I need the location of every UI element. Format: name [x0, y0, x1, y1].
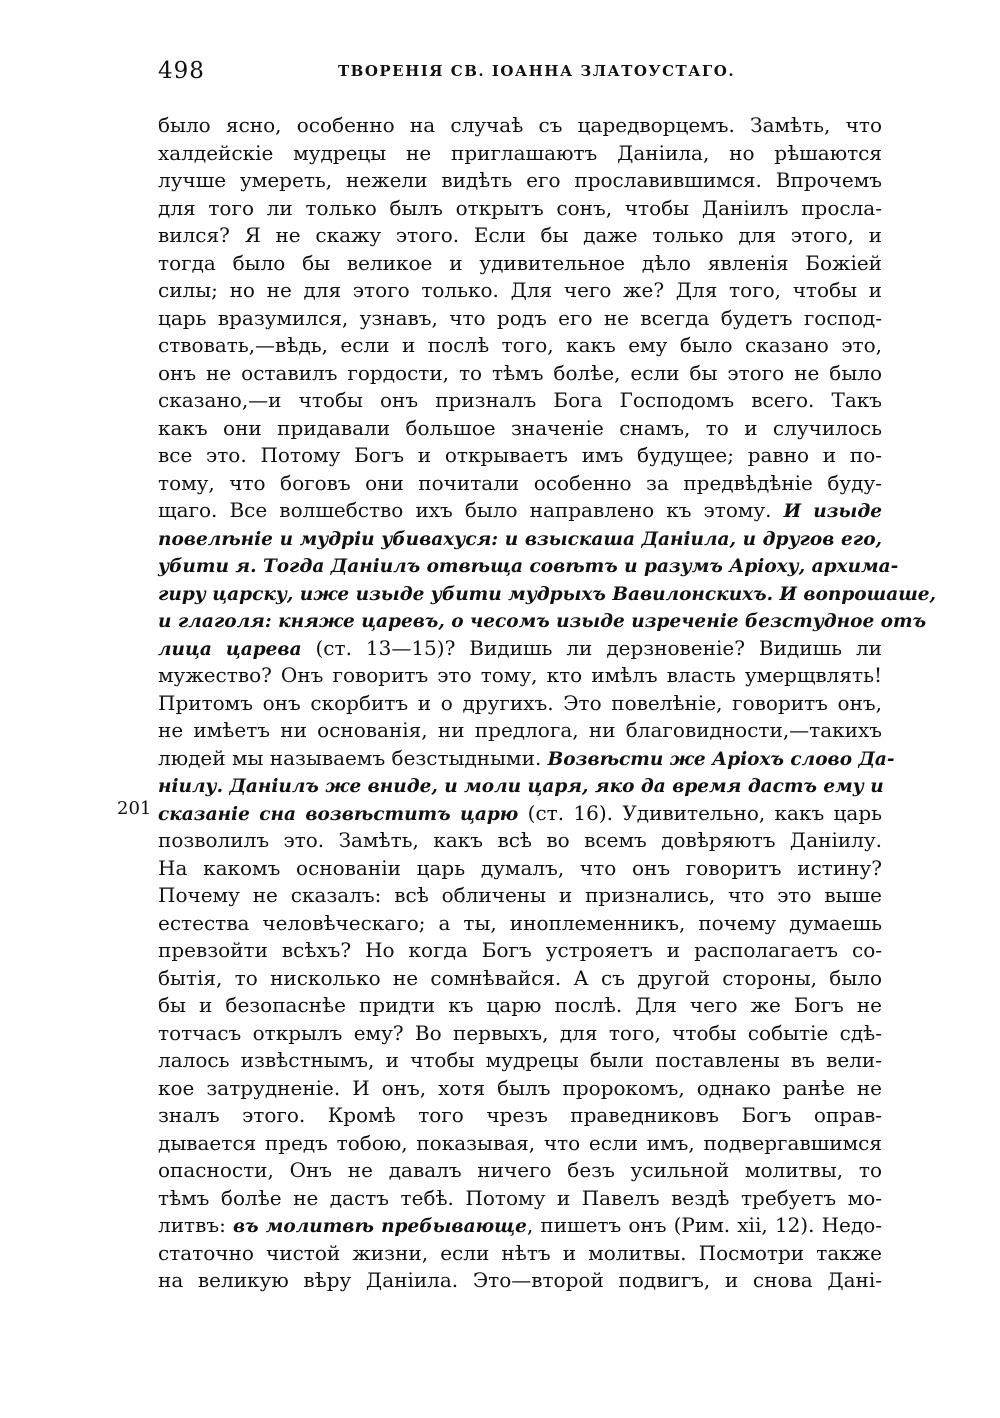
text-line: литвъ: въ молитвѣ пребывающе, пишетъ онъ (Рим. xii, 12). Недо-: [158, 1213, 882, 1237]
text-line: лица царева (ст. 13—15)? Видишь ли дерзновеніе? Видишь ли: [158, 635, 883, 660]
page-number: 498: [158, 58, 205, 84]
text-line: дывается предъ тобою, показывая, что если имъ, подвергавшимся: [158, 1130, 882, 1155]
text-line: щаго. Все волшебство ихъ было направлено къ этому. И изыде: [158, 498, 883, 522]
text-line: силы; но не для этого только. Для чего же? Для того, чтобы и: [158, 278, 882, 302]
text-line: вился? Я не скажу этого. Если бы даже только для этого, и: [158, 223, 882, 247]
text-line: какъ они придавали большое значеніе снамъ, то и случилось: [158, 415, 882, 440]
text-line: естества человѣческаго; а ты, иноплеменникъ, почему думаешь: [158, 910, 882, 935]
text-line: мужество? Онъ говоритъ это тому, кто имѣлъ власть умерщвлять!: [158, 663, 882, 687]
page-header: [158, 58, 882, 88]
text-line: на великую вѣру Даніила. Это—второй подвигъ, и снова Дані-: [158, 1268, 882, 1292]
margin-note: 201: [117, 798, 152, 819]
text-line: гиру царску, иже изыде убити мудрыхъ Вавилонскихъ. И вопрошаше,: [158, 583, 936, 605]
text-line: Притомъ онъ скорбитъ и о другихъ. Это повелѣніе, говоритъ онъ,: [158, 690, 882, 715]
text-line: царь вразумился, узнавъ, что родъ его не всегда будетъ господ-: [158, 305, 882, 330]
text-line: тѣмъ болѣе не дастъ тебѣ. Потому и Павелъ вездѣ требуетъ мо-: [158, 1185, 882, 1210]
text-line: повелѣніе и мудріи убивахуся: и взыскаша Даніила, и другов его,: [158, 528, 882, 550]
text-line: тому, что боговъ они почитали особенно за предвѣдѣніе буду-: [158, 470, 882, 495]
text-line: ніилу. Даніилъ же вниде, и моли царя, яко да время дастъ ему и: [158, 776, 884, 797]
text-line: Почему не сказалъ: всѣ обличены и признались, что это выше: [158, 883, 882, 907]
text-line: кое затрудненіе. И онъ, хотя былъ пророкомъ, однако ранѣе не: [158, 1075, 882, 1100]
text-line: было ясно, особенно на случаѣ съ царедворцемъ. Замѣть, что: [158, 113, 882, 137]
text-line: все это. Потому Богъ и открываетъ имъ будущее; равно и по-: [158, 443, 882, 467]
text-line: не имѣетъ ни основанія, ни предлога, ни благовидности,—такихъ: [158, 718, 882, 742]
text-line: На какомъ основаніи царь думалъ, что онъ говоритъ истину?: [158, 855, 882, 880]
text-line: бы и безопаснѣе придти къ царю послѣ. Для чего же Богъ не: [158, 993, 882, 1017]
body-text: [158, 112, 936, 1295]
text-line: тотчасъ открылъ ему? Во первыхъ, для того, чтобы событіе сдѣ-: [158, 1020, 882, 1045]
text-line: позволилъ это. Замѣть, какъ всѣ во всемъ довѣряютъ Даніилу.: [158, 828, 882, 852]
text-line: и глаголя: княже царевъ, о чесомъ изыде изреченіе безстудное отъ: [158, 611, 927, 632]
text-line: лучше умереть, нежели видѣть его прославившимся. Впрочемъ: [158, 168, 882, 192]
text-line: онъ не оставилъ гордости, то тѣмъ болѣе, если бы этого не было: [158, 360, 882, 385]
text-line: статочно чистой жизни, если нѣтъ и молитвы. Посмотри также: [158, 1240, 882, 1265]
text-line: бытія, то нисколько не сомнѣвайся. А съ другой стороны, было: [158, 965, 882, 990]
text-line: зналъ этого. Кромѣ того чрезъ праведниковъ Богъ оправ-: [158, 1103, 882, 1127]
text-line: опасности, Онъ не давалъ ничего безъ усильной молитвы, то: [158, 1158, 882, 1182]
text-line: ствовать,—вѣдь, если и послѣ того, какъ ему было сказано это,: [158, 333, 882, 357]
text-line: халдейскіе мудрецы не приглашаютъ Даніила, но рѣшаются: [158, 140, 882, 165]
running-title: ТВОРЕНІЯ СВ. ІОАННА ЗЛАТОУСТАГО.: [338, 62, 736, 80]
text-line: для того ли только былъ открытъ сонъ, чтобы Даніилъ просла-: [158, 195, 882, 220]
text-line: людей мы называемъ безстыдными. Возвѣсти же Аріохъ слово Да-: [158, 745, 895, 770]
text-line: сказаніе сна возвѣститъ царю (ст. 16). Удивительно, какъ царь: [158, 800, 883, 825]
text-line: лалось извѣстнымъ, и чтобы мудрецы были поставлены въ вели-: [158, 1048, 882, 1072]
text-line: убити я. Тогда Даніилъ отвѣща совѣтъ и разумъ Аріоху, архима-: [158, 556, 899, 577]
text-line: превзойти всѣхъ? Но когда Богъ устрояетъ и располагаетъ со-: [158, 938, 882, 962]
text-line: сказано,—и чтобы онъ призналъ Бога Господомъ всего. Такъ: [158, 388, 882, 412]
text-line: тогда было бы великое и удивительное дѣло явленія Божіей: [158, 250, 882, 275]
